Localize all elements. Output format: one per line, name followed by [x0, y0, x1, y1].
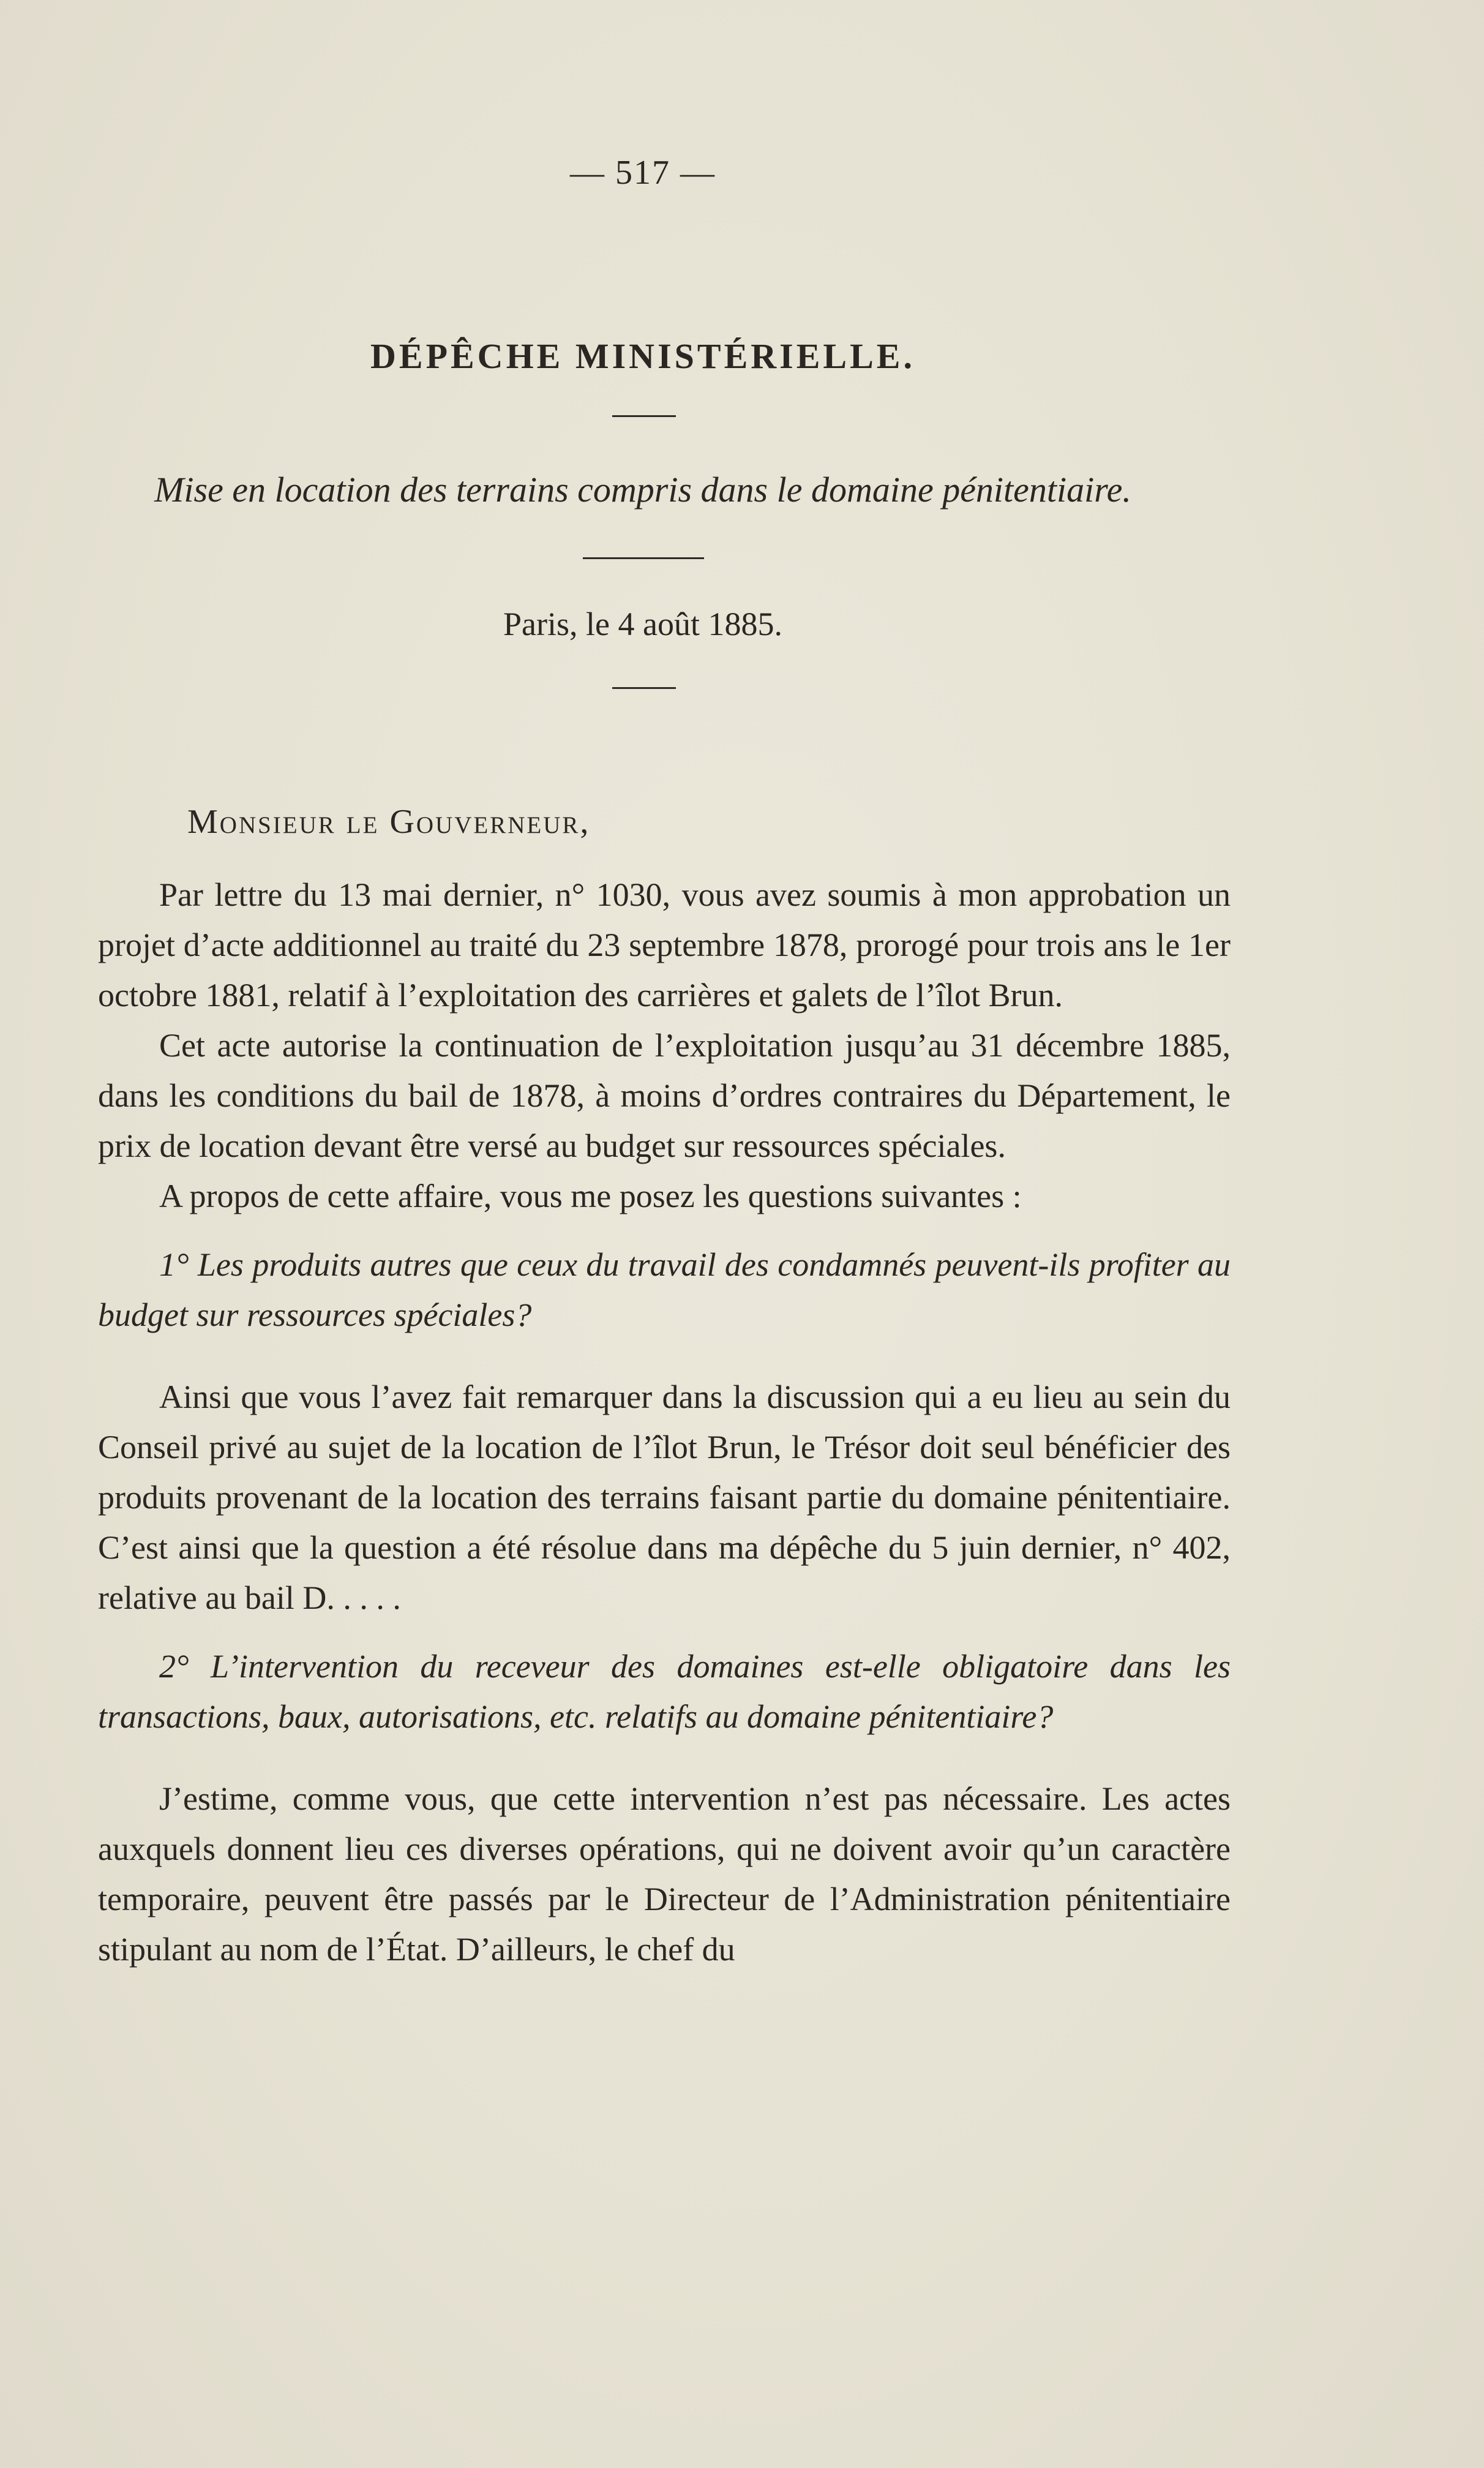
answer-2: J’estime, comme vous, que cette intervention n’est pas nécessaire. Les actes auxquels donnent lieu ces diverses opérations, qui ne doivent avoir qu’un caractère temporaire, peuvent être passés par le Directeur de l’Administration pénitentiaire stipulant au nom de l’État. D’ailleurs, le chef du: [98, 1780, 1231, 1968]
question-1: 1° Les produits autres que ceux du travail des condamnés peuvent-ils profiter au budget sur ressources spéciales?: [98, 1246, 1231, 1333]
answer-1: Ainsi que vous l’avez fait remarquer dans la discussion qui a eu lieu au sein du Conseil privé au sujet de la location de l’îlot Brun, le Trésor doit seul bénéficier des produits provenant de la location des terrains faisant partie du domaine pénitentiaire. C’est ainsi que la question a été résolue dans ma dépêche du 5 juin dernier, n° 402, relative au bail D. . . . .: [98, 1379, 1231, 1616]
dateline-rule: [612, 687, 676, 689]
letter-body: [98, 870, 1231, 1974]
paragraph-2: Cet acte autorise la continuation de l’exploitation jusqu’au 31 décembre 1885, dans les conditions du bail de 1878, à moins d’ordres contraires du Département, le prix de location devant être versé au budget sur ressources spéciales.: [98, 1027, 1231, 1164]
paragraph-1: Par lettre du 13 mai dernier, n° 1030, vous avez soumis à mon approbation un projet d’acte additionnel au traité du 23 septembre 1878, prorogé pour trois ans le 1er octobre 1881, relatif à l’exploitation des carrières et galets de l’îlot Brun.: [98, 876, 1231, 1014]
paragraph-3: A propos de cette affaire, vous me posez les questions suivantes :: [159, 1178, 1022, 1214]
document-subtitle: Mise en location des terrains compris dans le domaine pénitentiaire.: [154, 470, 1131, 510]
salutation: Monsieur le Gouverneur,: [187, 803, 591, 841]
document-heading: DÉPÊCHE MINISTÉRIELLE.: [370, 336, 915, 376]
dateline: Paris, le 4 août 1885.: [503, 606, 782, 642]
page-number: — 517 —: [570, 154, 716, 192]
subtitle-rule: [583, 557, 704, 559]
question-2: 2° L’intervention du receveur des domaines est-elle obligatoire dans les transactions, baux, autorisations, etc. relatifs au domaine pénitentiaire?: [98, 1648, 1231, 1735]
heading-rule: [612, 415, 676, 417]
